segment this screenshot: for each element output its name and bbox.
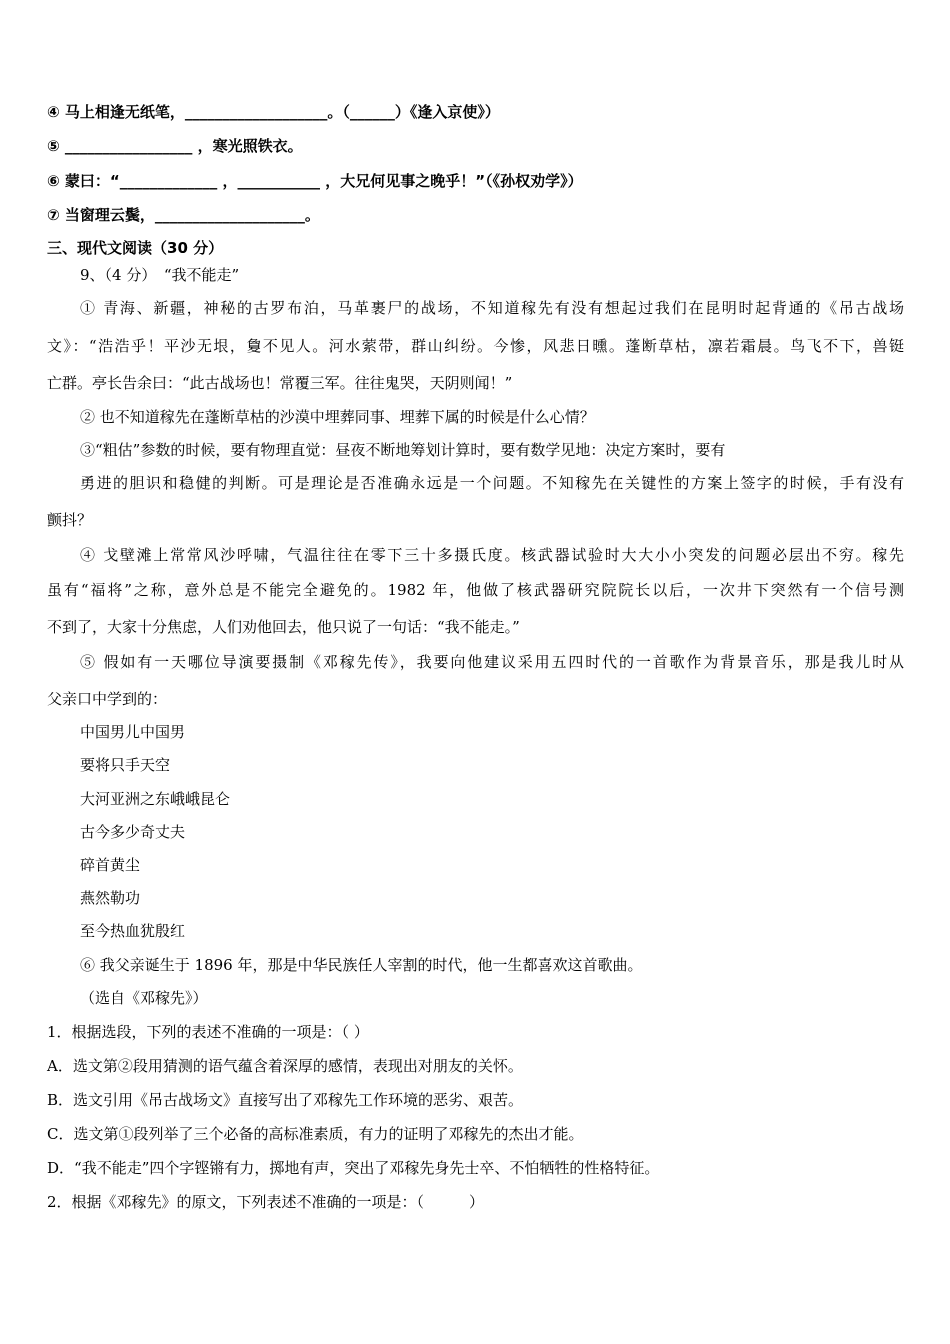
- fill-line-7: ⑦ 当窗理云鬓，____________________。: [47, 206, 320, 224]
- poem-line: 要将只手天空: [80, 756, 171, 774]
- option-b: B．选文引用《吊古战场文》直接写出了邓稼先工作环境的恶劣、艰苦。: [47, 1091, 524, 1109]
- question-9-title: 9、（4 分） “我不能走”: [80, 266, 240, 284]
- para-1-line-3: 亡群。亭长告余曰：“此古战场也！常覆三军。往往鬼哭，天阴则闻！”: [47, 374, 513, 392]
- fill-line-6: ⑥ 蒙曰：“_____________ ，___________ ，大兄何见事之晚乎！”（《孙权劝学》）: [47, 172, 583, 190]
- poem-line: 中国男儿中国男: [80, 723, 186, 741]
- option-a: A．选文第②段用猜测的语气蕴含着深厚的感情，表现出对朋友的关怀。: [47, 1057, 523, 1075]
- question-1: 1．根据选段，下列的表述不准确的一项是：（ ）: [47, 1023, 369, 1041]
- para-5-line-1: ⑤ 假如有一天哪位导演要摄制《邓稼先传》，我要向他建议采用五四时代的一首歌作为背景音乐，那是我儿时从: [80, 653, 904, 671]
- fill-line-5: ⑤ _________________ ，寒光照铁衣。: [47, 137, 303, 155]
- para-4-line-2: 虽有“福将”之称，意外总是不能完全避免的。1982 年，他做了核武器研究院院长以后，一次井下突然有一个信号测: [47, 581, 904, 599]
- para-3-line-3: 颤抖？: [47, 511, 93, 529]
- section-heading: 三、现代文阅读（30 分）: [47, 239, 224, 257]
- passage-source: （选自《邓稼先》）: [80, 989, 208, 1007]
- para-1-line-1: ① 青海、新疆，神秘的古罗布泊，马革裹尸的战场，不知道稼先有没有想起过我们在昆明时起背通的《吊古战场: [80, 299, 904, 317]
- para-6: ⑥ 我父亲诞生于 1896 年，那是中华民族任人宰割的时代，他一生都喜欢这首歌曲。: [80, 956, 643, 974]
- option-c: C．选文第①段列举了三个必备的高标准素质，有力的证明了邓稼先的杰出才能。: [47, 1125, 584, 1143]
- para-4-line-1: ④ 戈壁滩上常常风沙呼啸，气温往往在零下三十多摄氏度。核武器试验时大大小小突发的问题必层出不穷。稼先: [80, 546, 904, 564]
- para-4-line-3: 不到了，大家十分焦虑，人们劝他回去，他只说了一句话：“我不能走。”: [47, 618, 520, 636]
- question-2: 2．根据《邓稼先》的原文，下列表述不准确的一项是：（ ）: [47, 1193, 485, 1211]
- para-5-line-2: 父亲口中学到的：: [47, 690, 168, 708]
- fill-line-4: ④ 马上相逢无纸笔，___________________。（______）《逢入京使》）: [47, 103, 500, 121]
- option-d: D．“我不能走”四个字铿锵有力，掷地有声，突出了邓稼先身先士卒、不怕牺牲的性格特征。: [47, 1159, 660, 1177]
- poem-line: 燕然勒功: [80, 889, 141, 907]
- poem-line: 古今多少奇丈夫: [80, 823, 186, 841]
- para-3-line-1: ③“粗估”参数的时候，要有物理直觉：昼夜不断地筹划计算时，要有数学见地：决定方案时，要有: [80, 441, 726, 459]
- poem-line: 大河亚洲之东峨峨昆仑: [80, 790, 231, 808]
- poem-line: 碎首黄尘: [80, 856, 141, 874]
- para-3-line-2: 勇进的胆识和稳健的判断。可是理论是否准确永远是一个问题。不知稼先在关键性的方案上签字的时候，手有没有: [80, 474, 904, 492]
- para-1-line-2: 文》：“浩浩乎！平沙无垠，敻不见人。河水萦带，群山纠纷。今惨，风悲日曛。蓬断草枯，凛若霜晨。鸟飞不下，兽铤: [47, 337, 904, 355]
- poem-line: 至今热血犹殷红: [80, 922, 186, 940]
- para-2: ② 也不知道稼先在蓬断草枯的沙漠中埋葬同事、埋葬下属的时候是什么心情？: [80, 408, 595, 426]
